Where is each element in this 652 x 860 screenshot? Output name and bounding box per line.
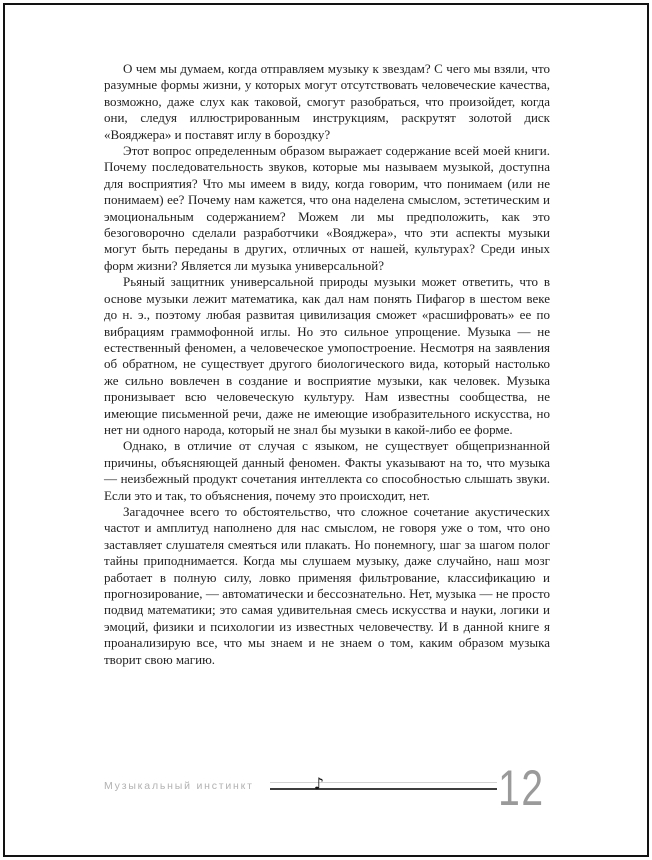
paragraph: Этот вопрос определенным образом выражает содержание всей моей книги. Почему последовательность звуков, которые мы называем музыкой, доступна для восприятия? Что мы имеем в виду, когда говорим, что понимаем (или не понимаем) ее? Почему нам кажется, что она наделена смыслом, эстетическим и эмоциональным содержанием? Можем ли мы предположить, как это безоговорочно сделали разработчики «Вояджера», что эти аспекты музыки могут быть переданы в других, отличных от нашей, культурах? Среди иных форм жизни? Является ли музыка универсальной? (104, 143, 550, 273)
paragraph: Рьяный защитник универсальной природы музыки может ответить, что в основе музыки лежит математика, как дал нам понять Пифагор в шестом веке до н. э., поэтому любая развитая цивилизация сможет «расшифровать» ее по вибрациям граммофонной иглы. Но это сильное упрощение. Музыка — не естественный феномен, а человеческое умопостроение. Несмотря на заявления об обратном, не существует другого биологического вида, который настолько же сильно вовлечен в создание и восприятие музыки, как человек. Музыка пронизывает всю человеческую культуру. Нам известны сообщества, не имеющие письменной речи, даже не имеющие изобразительного искусства, но нет ни одного народа, который не знал бы музыки в какой-либо ее форме. (104, 274, 550, 437)
page-text-block (104, 61, 550, 668)
page-number: 12 (498, 760, 545, 816)
footer-rule (270, 774, 497, 793)
paragraph: Однако, в отличие от случая с языком, не существует общепризнанной причины, объясняющей данный феномен. Факты указывают на то, что музыка — неизбежный продукт сочетания интеллекта со способностью слышать звуки. Если это и так, то объяснения, почему это происходит, нет. (104, 438, 550, 503)
book-title-label: Музыкальный инстинкт (104, 780, 254, 792)
page-footer (104, 769, 497, 803)
eighth-note-icon: ♪ (313, 774, 324, 793)
paragraph: Загадочнее всего то обстоятельство, что сложное сочетание акустических частот и амплитуд наполнено для нас смыслом, не говоря уже о том, что оно заставляет слушателя смеяться или плакать. Но понемногу, шаг за шагом полог тайны приподнимается. Когда мы слушаем музыку, даже случайно, наш мозг работает в полную силу, ловко применяя фильтрование, классификацию и прогнозирование, — автоматически и бессознательно. Нет, музыка — не просто подвид математики; это самая удивительная смесь искусства и науки, логики и эмоций, физики и психологии из известных человечеству. И в данной книге я проанализирую все, что мы знаем и не знаем о том, каким образом музыка творит свою магию. (104, 503, 550, 667)
paragraph: О чем мы думаем, когда отправляем музыку к звездам? С чего мы взяли, что разумные формы жизни, у которых могут отсутствовать человеческие качества, возможно, даже слух как таковой, смогут разобраться, что произойдет, когда они, следуя иллюстрированным инструкциям, раскрутят золотой диск «Вояджера» и поставят иглу в бороздку? (104, 61, 550, 142)
